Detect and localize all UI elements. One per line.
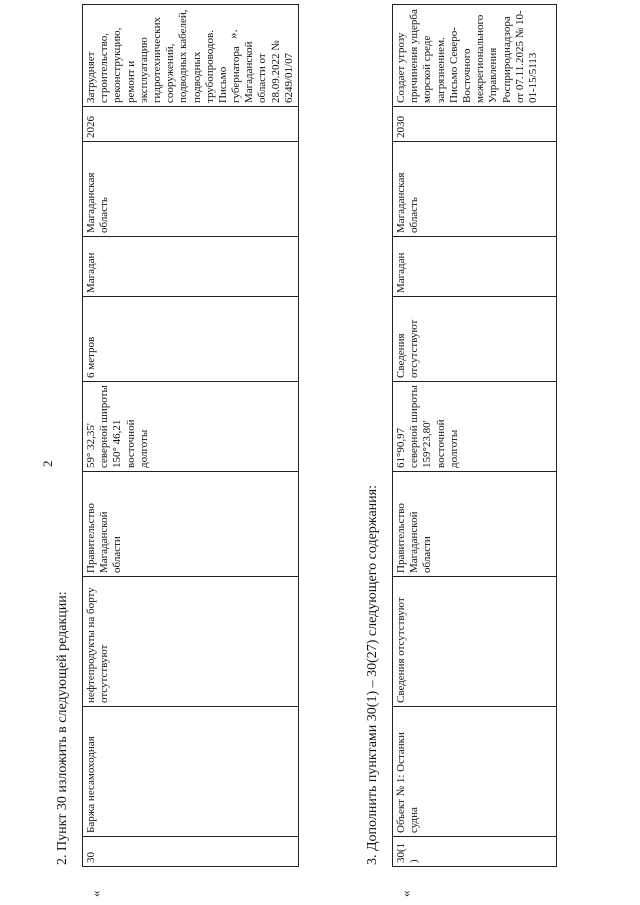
objects-table-2 (392, 4, 557, 867)
cell-object: Баржа несамоходная (83, 707, 299, 837)
cell-port: Магадан (83, 237, 299, 297)
cell-number: 30 (83, 837, 299, 867)
cell-region: Магаданская область (393, 142, 557, 237)
cell-authority: Правительство Магаданской области (83, 472, 299, 577)
cell-reason: Затрудняет строительство, реконструкцию, ремонт и эксплуатацию гидротехнических сооружений, подводных кабелей, подводных трубопроводов. Письмо губернатора Магаданской области от 28.09.2022 № 6249/01/07 (83, 5, 299, 107)
open-quote-1: « (88, 890, 103, 897)
cell-depth: 6 метров (83, 297, 299, 382)
objects-table-1 (82, 4, 299, 867)
cell-number: 30(1) (393, 837, 557, 867)
table-row (83, 5, 299, 867)
cell-cargo: Сведения отсутствуют (393, 577, 557, 707)
cell-cargo: нефтепродукты на борту отсутствуют (83, 577, 299, 707)
section-heading-2: 3. Дополнить пунктами 30(1) – 30(27) следующего содержания: (365, 485, 380, 865)
cell-year: 2026 (83, 107, 299, 142)
cell-depth: Сведения отсутствуют (393, 297, 557, 382)
cell-coordinates: 59° 32,35' северной широты 150° 46,21 восточной долготы (83, 382, 299, 472)
table-row (393, 5, 557, 867)
cell-authority: Правительство Магаданской области (393, 472, 557, 577)
close-quote-1: ». (225, 29, 240, 39)
cell-coordinates: 61°90,97 северной широты 159°23,80' восточной долготы (393, 382, 557, 472)
open-quote-2: « (398, 890, 413, 897)
cell-object: Объект № 1: Останки судна (393, 707, 557, 837)
cell-port: Магадан (393, 237, 557, 297)
cell-reason: Создает угрозу причинения ущерба морской среде загрязнением. Письмо Северо-Восточного межрегионального Управления Росприроднадзора от 07.11.2025 № 10-01-15/5113 (393, 5, 557, 107)
page-number: 2 (40, 460, 55, 467)
section-heading-1: 2. Пункт 30 изложить в следующей редакции: (55, 591, 70, 865)
cell-region: Магаданская область (83, 142, 299, 237)
cell-year: 2030 (393, 107, 557, 142)
